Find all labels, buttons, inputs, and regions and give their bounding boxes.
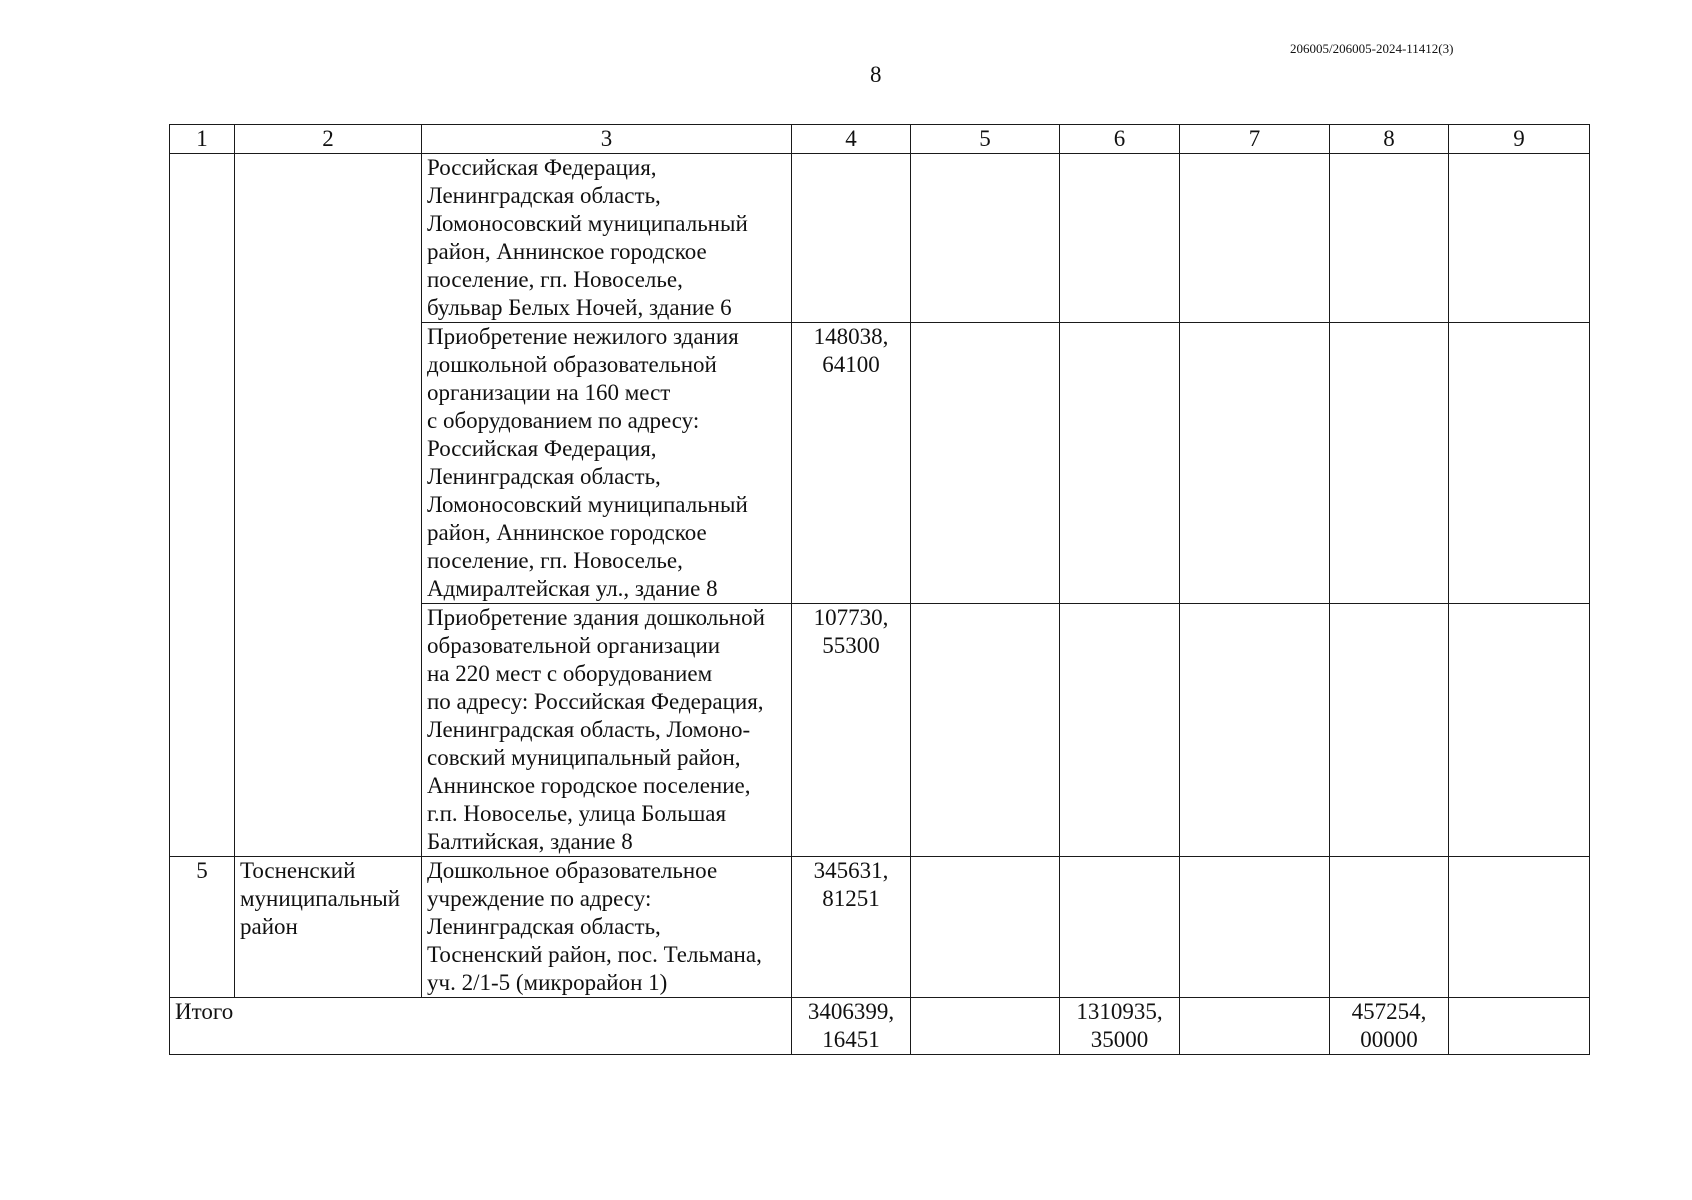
empty-cell	[1449, 857, 1590, 998]
row-number-cell: 5	[170, 857, 235, 998]
total-column-6: 1310935, 35000	[1060, 998, 1180, 1055]
empty-cell	[1060, 604, 1180, 857]
data-table	[169, 124, 1590, 1055]
empty-cell	[911, 604, 1060, 857]
page-number: 8	[870, 62, 882, 87]
column-header: 7	[1180, 125, 1330, 154]
document-id: 206005/206005-2024-11412(3)	[1290, 41, 1454, 56]
empty-cell	[1449, 154, 1590, 323]
empty-cell	[1449, 604, 1590, 857]
column-header: 3	[422, 125, 792, 154]
table-row	[170, 857, 1590, 998]
total-label: Итого	[170, 998, 792, 1055]
empty-cell	[1180, 857, 1330, 998]
empty-cell	[1449, 323, 1590, 604]
empty-cell	[1330, 154, 1449, 323]
empty-cell	[1060, 154, 1180, 323]
row-number-cell	[170, 154, 235, 857]
empty-cell	[1180, 154, 1330, 323]
column-header: 9	[1449, 125, 1590, 154]
empty-cell	[1330, 604, 1449, 857]
empty-cell	[1060, 857, 1180, 998]
total-column-8: 457254, 00000	[1330, 998, 1449, 1055]
object-description-cell: Приобретение здания дошкольной образовательной организации на 220 мест с оборудованием по адресу: Российская Федерация, Ленинградская область, Ломоно- совский муниципальный район, Аннинское городское поселение, г.п. Новоселье, улица Большая Балтийская, здание 8	[422, 604, 792, 857]
empty-cell	[911, 857, 1060, 998]
column-header: 1	[170, 125, 235, 154]
column-header: 2	[235, 125, 422, 154]
empty-cell	[911, 323, 1060, 604]
column-header: 5	[911, 125, 1060, 154]
district-cell	[235, 154, 422, 857]
column-number-row	[170, 125, 1590, 154]
empty-cell	[1180, 323, 1330, 604]
empty-cell	[1060, 323, 1180, 604]
amount-cell: 148038, 64100	[792, 323, 911, 604]
total-column-9	[1449, 998, 1590, 1055]
object-description-cell: Российская Федерация, Ленинградская область, Ломоносовский муниципальный район, Аннинское городское поселение, гп. Новоселье, бульвар Белых Ночей, здание 6	[422, 154, 792, 323]
total-column-4: 3406399, 16451	[792, 998, 911, 1055]
column-header: 8	[1330, 125, 1449, 154]
district-cell: Тосненский муниципальный район	[235, 857, 422, 998]
empty-cell	[1330, 857, 1449, 998]
column-header: 4	[792, 125, 911, 154]
amount-cell: 345631, 81251	[792, 857, 911, 998]
column-header: 6	[1060, 125, 1180, 154]
empty-cell	[1330, 323, 1449, 604]
amount-cell: 107730, 55300	[792, 604, 911, 857]
empty-cell	[911, 154, 1060, 323]
total-column-7	[1180, 998, 1330, 1055]
table-row	[170, 154, 1590, 323]
object-description-cell: Приобретение нежилого здания дошкольной образовательной организации на 160 мест с оборудованием по адресу: Российская Федерация, Ленинградская область, Ломоносовский муниципальный район, Аннинское городское поселение, гп. Новоселье, Адмиралтейская ул., здание 8	[422, 323, 792, 604]
empty-cell	[1180, 604, 1330, 857]
amount-cell	[792, 154, 911, 323]
object-description-cell: Дошкольное образовательное учреждение по адресу: Ленинградская область, Тосненский район, пос. Тельмана, уч. 2/1-5 (микрорайон 1)	[422, 857, 792, 998]
total-column-5	[911, 998, 1060, 1055]
total-row	[170, 998, 1590, 1055]
